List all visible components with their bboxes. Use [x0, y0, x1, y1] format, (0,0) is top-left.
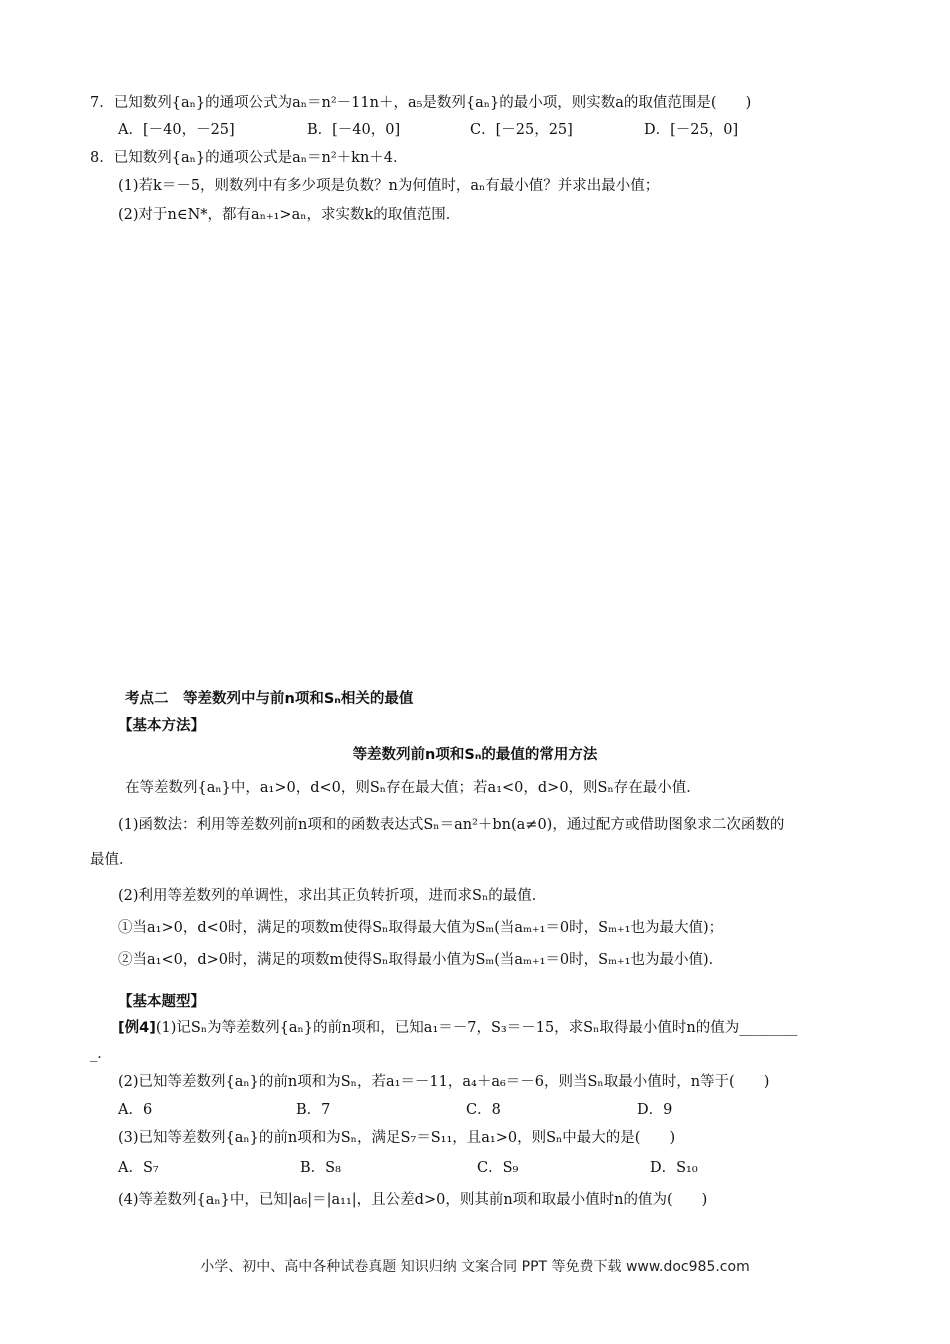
basic-method-heading: 【基本方法】	[118, 718, 205, 734]
example-4-part4: (4)等差数列{aₙ}中，已知|a₆|＝|a₁₁|，且公差d>0，则其前n项和取最小值时n的值为( )	[118, 1192, 708, 1208]
method-2: (2)利用等差数列的单调性，求出其正负转折项，进而求Sₙ的最值．	[118, 888, 547, 904]
q7-option-b: B．[－40，0]	[307, 122, 401, 138]
q8-part1: (1)若k＝－5，则数列中有多少项是负数？n为何值时，aₙ有最小值？并求出最小值；	[118, 178, 660, 194]
example-4-part1-cont: _．	[90, 1046, 112, 1062]
q7-option-d: D．[－25，0]	[644, 122, 739, 138]
example-4-part3: (3)已知等差数列{aₙ}的前n项和为Sₙ，满足S₇＝S₁₁，且a₁>0，则Sₙ中最大的是( )	[118, 1130, 676, 1146]
ex4-p2-option-d: D．9	[637, 1102, 673, 1118]
method-1-line1: (1)函数法：利用等差数列前n项和的函数表达式Sₙ＝an²＋bn(a≠0)，通过配方或借助图象求二次函数的	[118, 817, 785, 833]
ex4-p3-option-a: A．S₇	[118, 1160, 159, 1176]
ex4-p2-option-b: B．7	[296, 1102, 331, 1118]
example-4-part1-text: (1)记Sₙ为等差数列{aₙ}的前n项和，已知a₁＝－7，S₃＝－15，求Sₙ取得最小值时n的值为________	[155, 1020, 798, 1036]
example-label: [例4]	[118, 1020, 156, 1036]
method-2a: ①当a₁>0，d<0时，满足的项数m使得Sₙ取得最大值为Sₘ(当aₘ₊₁＝0时，Sₘ₊₁也为最大值)；	[118, 920, 724, 936]
page-footer: 小学、初中、高中各种试卷真题 知识归纳 文案合同 PPT 等免费下载 www.doc985.com	[200, 1259, 750, 1275]
section-title: 考点二 等差数列中与前n项和Sₙ相关的最值	[125, 691, 414, 707]
basic-type-heading: 【基本题型】	[118, 994, 205, 1010]
q7-stem: 7．已知数列{aₙ}的通项公式为aₙ＝n²－11n＋，a₅是数列{aₙ}的最小项，则实数a的取值范围是( )	[90, 95, 752, 111]
q8-part2: (2)对于n∈N*，都有aₙ₊₁>aₙ，求实数k的取值范围．	[118, 207, 461, 223]
method-1-line2: 最值．	[90, 852, 134, 868]
ex4-p3-option-b: B．S₈	[300, 1160, 341, 1176]
example-4-part2: (2)已知等差数列{aₙ}的前n项和为Sₙ，若a₁＝－11，a₄＋a₆＝－6，则当Sₙ取最小值时，n等于( )	[118, 1074, 770, 1090]
ex4-p3-option-d: D．S₁₀	[650, 1160, 698, 1176]
q7-option-c: C．[－25，25]	[470, 122, 573, 138]
ex4-p2-option-a: A．6	[118, 1102, 153, 1118]
ex4-p3-option-c: C．S₉	[477, 1160, 519, 1176]
method-intro: 在等差数列{aₙ}中，a₁>0，d<0，则Sₙ存在最大值；若a₁<0，d>0，则Sₙ存在最小值．	[125, 780, 701, 796]
q8-stem: 8．已知数列{aₙ}的通项公式是aₙ＝n²＋kn＋4．	[90, 150, 408, 166]
method-center-title: 等差数列前n项和Sₙ的最值的常用方法	[352, 747, 598, 763]
method-2b: ②当a₁<0，d>0时，满足的项数m使得Sₙ取得最小值为Sₘ(当aₘ₊₁＝0时，Sₘ₊₁也为最小值)．	[118, 952, 724, 968]
ex4-p2-option-c: C．8	[466, 1102, 501, 1118]
q7-option-a: A．[－40，－25]	[118, 122, 235, 138]
example-4-part1	[118, 1018, 797, 1038]
